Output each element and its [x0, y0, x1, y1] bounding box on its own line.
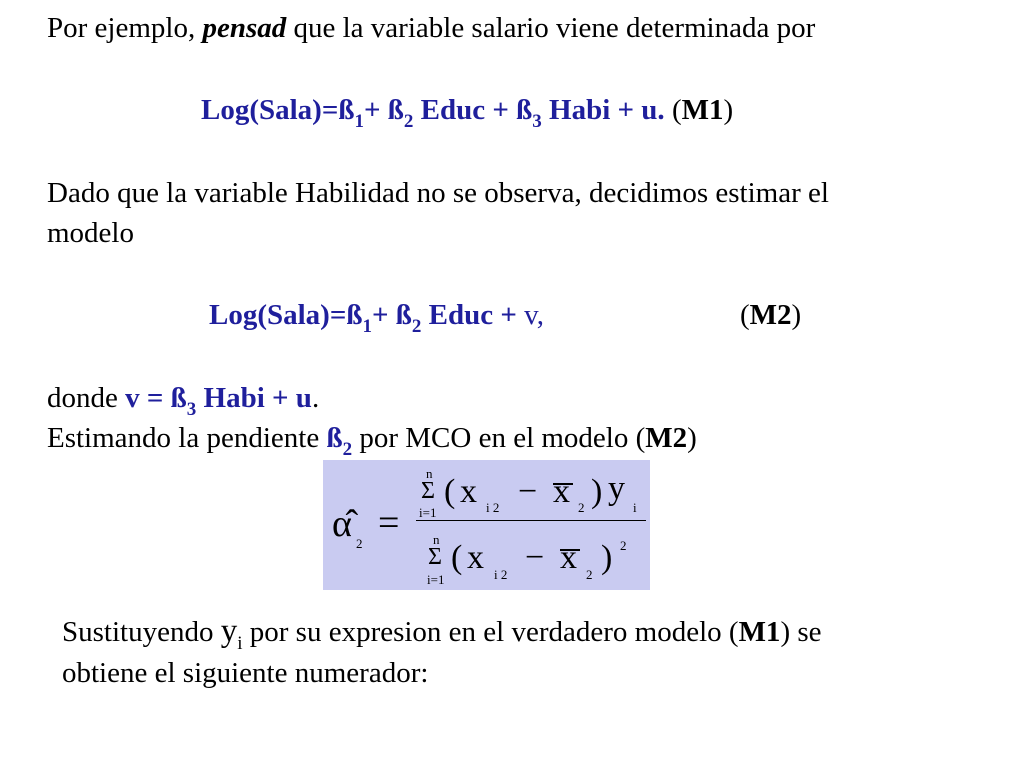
estimando-sentence: Estimando la pendiente $ß_2$ por MCO en el modelo (M2) — [47, 422, 697, 460]
paragraph-habilidad-line1: Dado que la variable Habilidad no se observa, decidimos estimar el — [47, 177, 829, 209]
denominator-open-paren: ( — [451, 539, 463, 576]
numerator-y-sub: i — [633, 500, 637, 515]
donde-definition: donde $v = ß_3$ Habi + u. — [47, 382, 320, 420]
numerator-sum-upper: n — [426, 466, 433, 481]
intro-text-end: que la variable salario viene determinada por — [286, 12, 816, 44]
numerator-open-paren: ( — [444, 473, 456, 510]
formula-alpha-sub: 2 — [356, 536, 363, 551]
denominator-x: x — [467, 539, 484, 576]
denominator-close-paren: ) — [601, 539, 613, 576]
intro-text-start: Por ejemplo, — [47, 12, 203, 44]
numerator-minus: − — [518, 473, 538, 510]
sustituyendo-line2: obtiene el siguiente numerador: — [62, 657, 429, 689]
denominator-x-sub: i 2 — [494, 567, 508, 582]
numerator-xbar: x — [553, 473, 570, 510]
intro-emphasis: pensad — [202, 12, 287, 44]
model-m1-equation: $Log(Sala)=ß_1+$ $ß_2$ Educ + $ß_3$ Habi + u. (M1) — [201, 94, 734, 132]
model-label-m1: M1 — [681, 94, 724, 126]
intro-sentence — [47, 11, 815, 45]
numerator-sum-lower: i=1 — [419, 505, 437, 520]
model-m2-equation: $Log(Sala)=ß_1+$ $ß_2$ Educ + v, — [209, 299, 545, 337]
denominator-exponent: 2 — [620, 538, 627, 553]
numerator-y: y — [608, 470, 625, 507]
paragraph-habilidad-line2: modelo — [47, 217, 134, 249]
numerator-x: x — [460, 473, 477, 510]
numerator-sum-symbol: Σ — [421, 478, 435, 504]
denominator-sum-symbol: Σ — [428, 544, 442, 570]
sustituyendo-line1: Sustituyendo $y_i$ por su expresion en el verdadero modelo (M1) se — [62, 613, 822, 654]
denominator-xbar: x — [560, 539, 577, 576]
denominator-sum-upper: n — [433, 532, 440, 547]
formula-alpha-hat: α̂ — [332, 503, 352, 545]
numerator-xbar-sub: 2 — [578, 500, 585, 515]
fraction-bar — [416, 520, 646, 521]
denominator-xbar-sub: 2 — [586, 567, 593, 582]
numerator-x-sub: i 2 — [486, 500, 500, 515]
model-label-m2-group: (M2) — [740, 299, 802, 331]
numerator-close-paren: ) — [591, 473, 603, 510]
denominator-sum-lower: i=1 — [427, 572, 445, 587]
model-label-m2: M2 — [749, 299, 792, 331]
formula-equals: = — [378, 502, 400, 544]
denominator-minus: − — [525, 539, 545, 576]
